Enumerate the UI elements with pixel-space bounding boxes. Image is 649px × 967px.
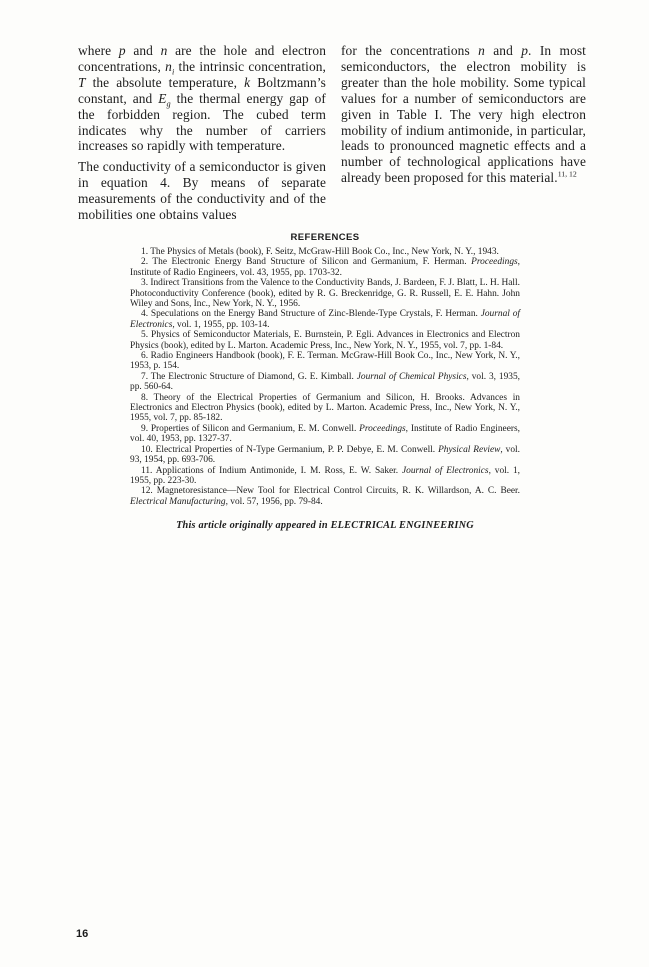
reference-item: 4. Speculations on the Energy Band Structure of Zinc-Blende-Type Crystals, F. Herman. Journal of Electronics, vol. 1, 1955, pp. 103-14. [130,309,520,330]
left-column [78,43,326,223]
reference-item: 3. Indirect Transitions from the Valence to the Conductivity Bands, J. Bardeen, F. J. Blatt, L. H. Hall. Photoconductivity Conference (book), edited by R. G. Breckenridge, G. R. Russell, E. E. Hahn. John Wiley and Sons, Inc., New York, N. Y., 1956. [130,278,520,309]
paragraph: for the concentrations n and p. In most semiconductors, the electron mobility is greater than the hole mobility. Some typical values for a number of semiconductors are given in Table I. The very high electron mobility of indium antimonide, in particular, leads to pronounced magnetic effects and a number of technological applications have already been proposed for this material.$^{11, 12}$ [341,43,586,186]
references-list [130,247,520,507]
references-section [130,232,520,507]
reference-item: 12. Magnetoresistance—New Tool for Electrical Control Circuits, R. K. Willardson, A. C. Beer. Electrical Manufacturing, vol. 57, 1956, pp. 79-84. [130,486,520,507]
references-heading: REFERENCES [290,231,360,243]
reference-item: 10. Electrical Properties of N-Type Germanium, P. P. Debye, E. M. Conwell. Physical Review, vol. 93, 1954, pp. 693-706. [130,444,520,466]
reference-item: 7. The Electronic Structure of Diamond, G. E. Kimball. Journal of Chemical Physics, vol. 3, 1935, pp. 560-64. [130,371,520,393]
reference-item: 8. Theory of the Electrical Properties of Germanium and Silicon, H. Brooks. Advances in Electronics and Electron Physics (book), edited by L. Marton. Academic Press, Inc., New York, N. Y., 1955, vol. 7, pp. 85-182. [130,392,520,424]
right-column [341,43,586,223]
reference-item: 9. Properties of Silicon and Germanium, E. M. Conwell. Proceedings, Institute of Radio Engineers, vol. 40, 1953, pp. 1327-37. [130,423,520,445]
reference-item: 1. The Physics of Metals (book), F. Seitz, McGraw-Hill Book Co., Inc., New York, N. Y., 1943. [141,246,499,257]
reference-item: 5. Physics of Semiconductor Materials, E. Burnstein, P. Egli. Advances in Electronics and Electron Physics (book), edited by L. Marton. Academic Press, Inc., New York, N. Y., 1955, vol. 7, pp. 1-84. [130,330,520,351]
reference-item: 2. The Electronic Energy Band Structure of Silicon and Germanium, F. Herman. Proceedings, Institute of Radio Engineers, vol. 43, 1955, pp. 1703-32. [130,257,520,278]
footer-note: This article originally appeared in ELECTRICAL ENGINEERING [176,520,474,532]
reference-item: 6. Radio Engineers Handbook (book), F. E. Terman. McGraw-Hill Book Co., Inc., New York, N. Y., 1953, p. 154. [130,351,520,372]
paragraph: where p and n are the hole and electron concentrations, $n_i$ the intrinsic concentration, T the absolute temperature, k Boltzmann’s constant, and $E_g$ the thermal energy gap of the forbidden region. The cubed term indicates why the number of carriers increases so rapidly with temperature. [78,43,326,154]
body-columns [0,0,649,223]
paragraph: The conductivity of a semiconductor is given in equation 4. By means of separate measurements of the conductivity and of the mobilities one obtains values [78,159,326,223]
reference-item: 11. Applications of Indium Antimonide, I. M. Ross, E. W. Saker. Journal of Electronics, vol. 1, 1955, pp. 223-30. [130,465,521,486]
page-number: 16 [76,928,89,940]
